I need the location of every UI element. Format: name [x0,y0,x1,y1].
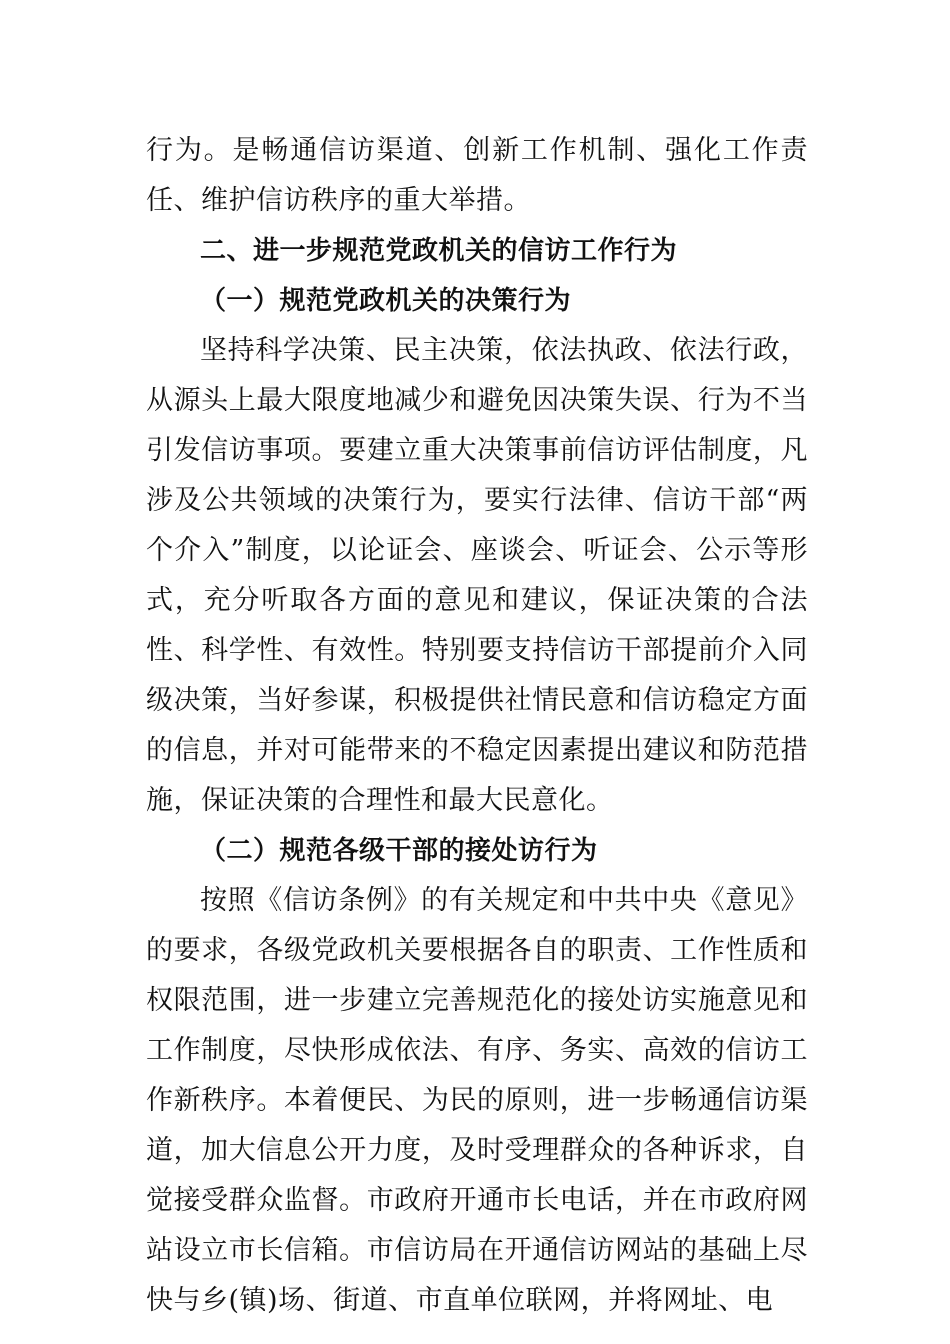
subsection-heading-2: （二）规范各级干部的接处访行为 [200,836,598,866]
section-heading-2: 二、进一步规范党政机关的信访工作行为 [200,236,678,266]
paragraph-petition-handling: 按照《信访条例》的有关规定和中共中央《意见》的要求，各级党政机关要根据各自的职责、工作性质和权限范围，进一步建立完善规范化的接处访实施意见和工作制度，尽快形成依法、有序、务实、高效的信访工作新秩序。本着便民、为民的原则，进一步畅通信访渠道，加大信息公开力度，及时受理群众的各种诉求，自觉接受群众监督。市政府开通市长电话，并在市政府网站设立市长信箱。市信访局在开通信访网站的基础上尽快与乡(镇)场、街道、市直单位联网，并将网址、电 [146,885,808,1316]
subsection-heading-1: （一）规范党政机关的决策行为 [200,286,572,316]
document-body [146,126,808,1326]
paragraph-decision-making: 坚持科学决策、民主决策，依法执政、依法行政，从源头上最大限度地减少和避免因决策失误、行为不当引发信访事项。要建立重大决策事前信访评估制度，凡涉及公共领域的决策行为，要实行法律、信访干部“两个介入”制度，以论证会、座谈会、听证会、公示等形式，充分听取各方面的意见和建议，保证决策的合法性、科学性、有效性。特别要支持信访干部提前介入同级决策，当好参谋，积极提供社情民意和信访稳定方面的信息，并对可能带来的不稳定因素提出建议和防范措施，保证决策的合理性和最大民意化。 [146,335,808,816]
paragraph-intro: 行为。是畅通信访渠道、创新工作机制、强化工作责任、维护信访秩序的重大举措。 [146,135,808,216]
